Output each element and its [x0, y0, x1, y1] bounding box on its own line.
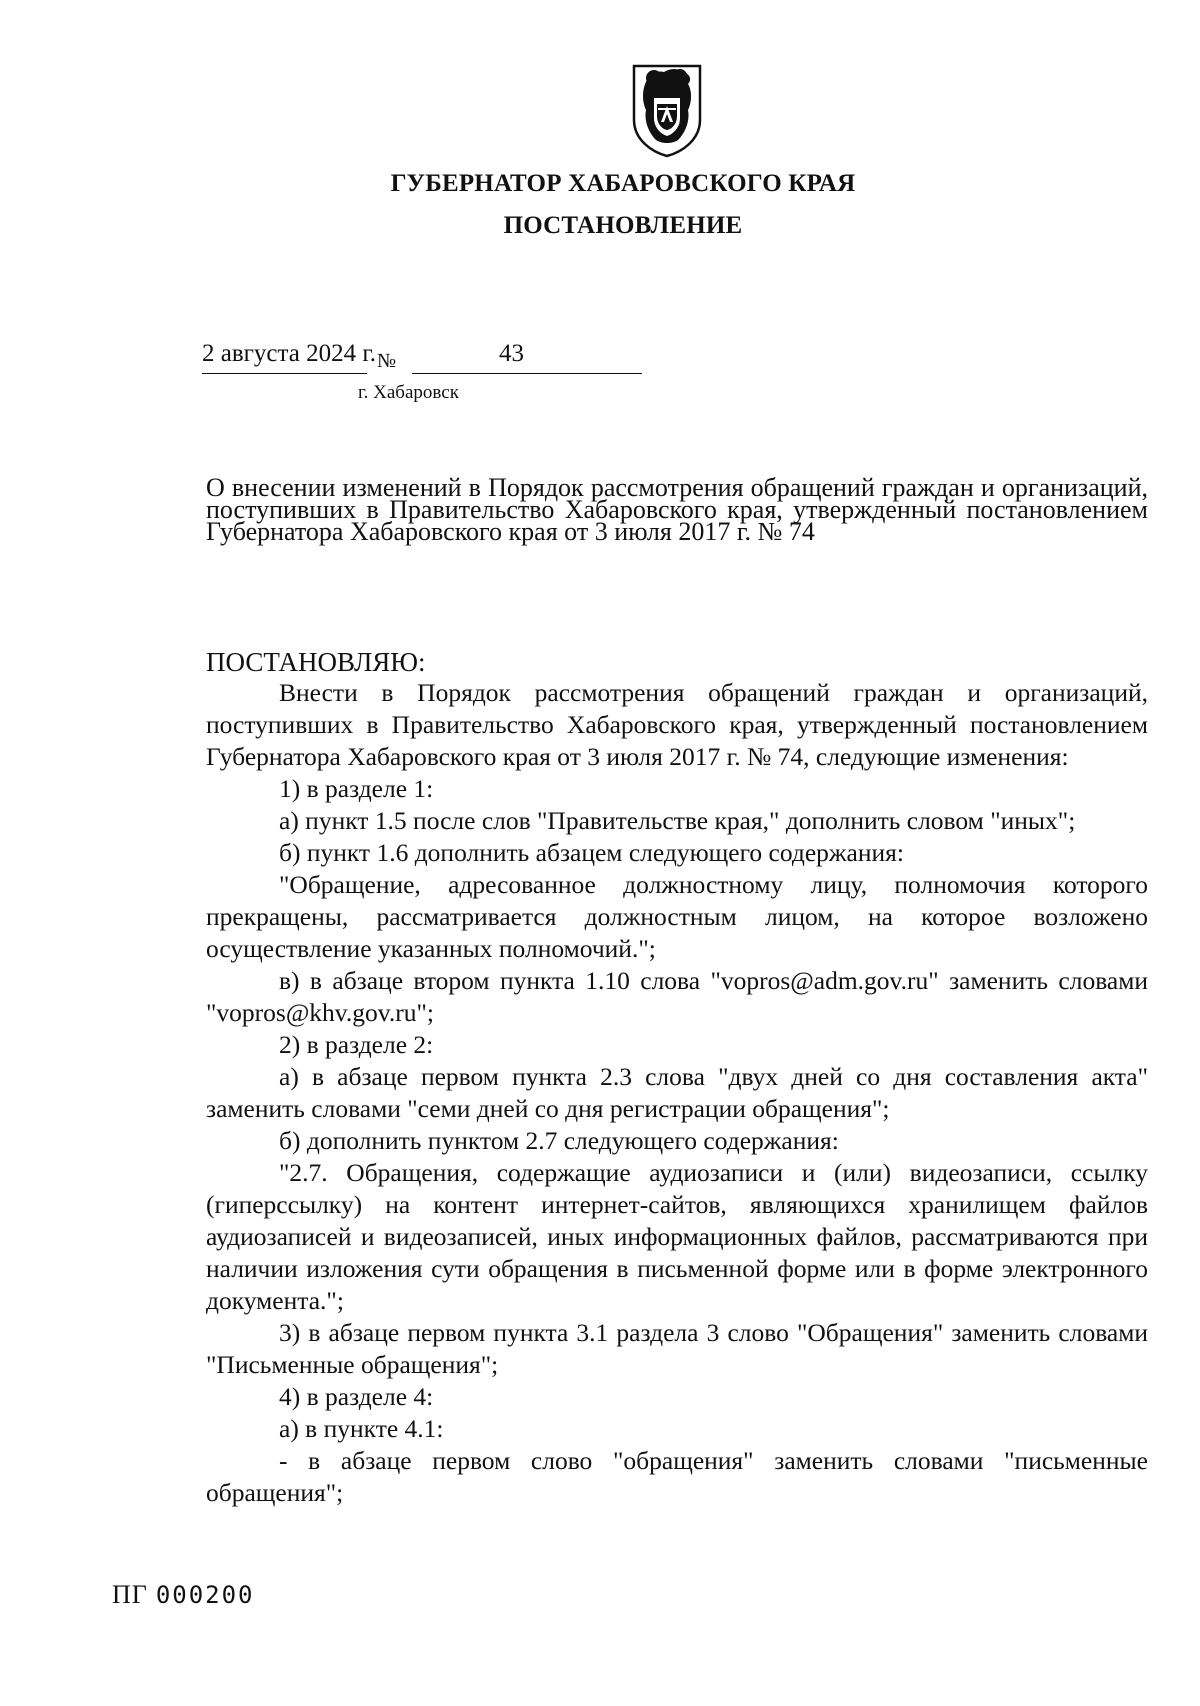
body-paragraph: 3) в абзаце первом пункта 3.1 раздела 3 слово "Обращения" заменить словами "Письменные обращения"; [206, 1318, 1148, 1379]
document-date: 2 августа 2024 г. [202, 340, 377, 367]
body-paragraph: 1) в разделе 1: [279, 774, 434, 803]
number-label: № [377, 350, 397, 372]
date-number-line [202, 340, 642, 380]
document-body [206, 677, 1148, 1509]
document-number: 43 [499, 340, 524, 367]
body-paragraph: 4) в разделе 4: [279, 1382, 434, 1411]
form-serial-stamp [112, 1580, 255, 1610]
decree-heading: ПОСТАНОВЛЯЮ: [206, 647, 426, 677]
number-underline [412, 373, 642, 374]
form-serial-number: 000200 [155, 1581, 255, 1609]
body-paragraph: а) в абзаце первом пункта 2.3 слова "двух дней со дня составления акта" заменить словами "семи дней со дня регистрации обращения"; [206, 1062, 1148, 1123]
date-underline [202, 373, 367, 374]
document-city: г. Хабаровск [358, 382, 459, 403]
body-paragraph: "2.7. Обращения, содержащие аудиозаписи и (или) видеозаписи, ссылку (гиперссылку) на контент интернет-сайтов, являющихся хранилищем файлов аудиозаписей и видеозаписей, иных информационных файлов, рассматриваются при наличии изложения сути обращения в письменной форме или в форме электронного документа."; [206, 1158, 1148, 1315]
body-paragraph: в) в абзаце втором пункта 1.10 слова "vopros@adm.gov.ru" заменить словами "vopros@khv.gov.ru"; [206, 966, 1148, 1027]
body-paragraph: - в абзаце первом слово "обращения" заменить словами "письменные обращения"; [206, 1446, 1148, 1507]
khabarovsk-krai-coat-of-arms-icon [630, 62, 704, 158]
document-type: ПОСТАНОВЛЕНИЕ [503, 212, 743, 239]
body-paragraph: 2) в разделе 2: [279, 1030, 434, 1059]
issuer-title: ГУБЕРНАТОР ХАБАРОВСКОГО КРАЯ [390, 170, 856, 197]
body-paragraph: Внести в Порядок рассмотрения обращений граждан и организаций, поступивших в Правительство Хабаровского края, утвержденный постановлением Губернатора Хабаровского края от 3 июля 2017 г. № 74, следующие изменения: [206, 678, 1148, 771]
body-paragraph: б) пункт 1.6 дополнить абзацем следующего содержания: [279, 838, 904, 867]
body-paragraph: б) дополнить пунктом 2.7 следующего содержания: [279, 1126, 839, 1155]
form-series: ПГ [112, 1580, 148, 1609]
body-paragraph: а) в пункте 4.1: [279, 1414, 444, 1443]
body-paragraph: а) пункт 1.5 после слов "Правительстве края," дополнить словом "иных"; [279, 806, 1076, 835]
document-subject: О внесении изменений в Порядок рассмотрения обращений граждан и организаций, поступивших в Правительство Хабаровского края, утвержденный постановлением Губернатора Хабаровского края от 3 июля 2017 г. № 74 [206, 473, 1148, 546]
body-paragraph: "Обращение, адресованное должностному лицу, полномочия которого прекращены, рассматривается должностным лицом, на которое возложено осуществление указанных полномочий."; [206, 870, 1148, 963]
